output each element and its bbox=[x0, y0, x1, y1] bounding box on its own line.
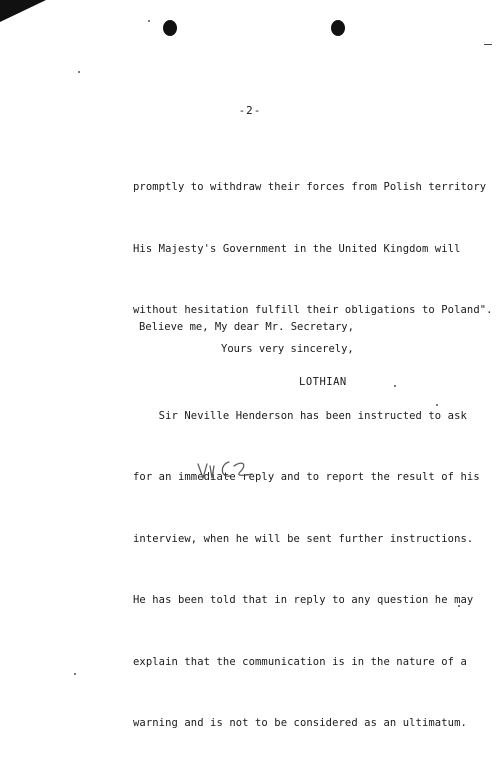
letter-body bbox=[133, 136, 493, 775]
body-line: warning and is not to be considered as an ultimatum. bbox=[133, 717, 467, 729]
body-line: explain that the communication is in the nature of a bbox=[133, 655, 467, 668]
body-line: His Majesty's Government in the United Kingdom will bbox=[133, 242, 461, 255]
scan-speck bbox=[78, 71, 80, 73]
scan-speck bbox=[74, 673, 76, 675]
punch-hole-right bbox=[331, 20, 345, 36]
valediction: Yours very sincerely, bbox=[221, 343, 354, 355]
handwritten-note bbox=[196, 454, 256, 484]
signature: LOTHIAN bbox=[299, 376, 347, 388]
page-number: -2- bbox=[238, 104, 262, 117]
body-line: for an immediate reply and to report the result of his bbox=[133, 471, 480, 483]
body-line: without hesitation fulfill their obligations to Poland". bbox=[133, 304, 493, 316]
body-line: interview, when he will be sent further instructions. bbox=[133, 532, 474, 545]
closing-line: Believe me, My dear Mr. Secretary, bbox=[139, 321, 354, 333]
body-line: Sir Neville Henderson has been instructed to ask bbox=[133, 409, 467, 422]
body-line: He has been told that in reply to any question he may bbox=[133, 594, 474, 606]
scan-speck bbox=[148, 20, 150, 22]
body-line: promptly to withdraw their forces from Polish territory bbox=[133, 181, 487, 193]
punch-hole-left bbox=[163, 20, 177, 36]
scan-edge-mark bbox=[484, 44, 492, 45]
scan-corner-mark bbox=[0, 0, 46, 22]
